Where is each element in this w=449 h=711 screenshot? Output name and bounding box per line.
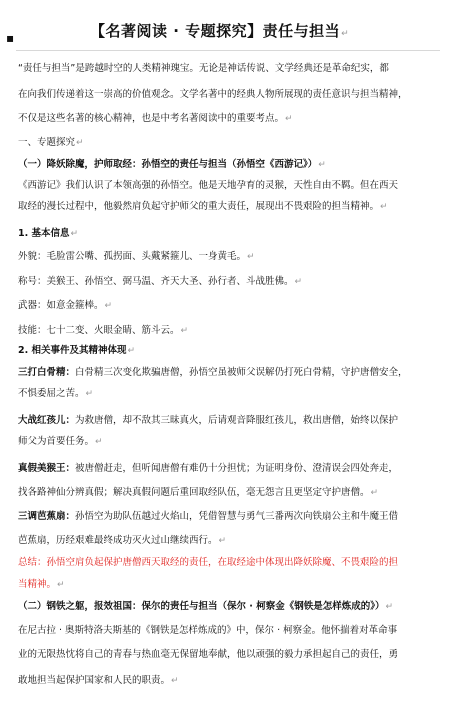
- line-text: 武器：如意金箍棒。: [18, 300, 104, 311]
- page-title-text: 【名著阅读 · 专题探究】责任与担当: [90, 22, 341, 40]
- text-line: [18, 462, 438, 476]
- line-text: 1. 基本信息: [18, 228, 70, 239]
- paragraph-mark-icon: ↵: [318, 160, 326, 170]
- text-line: [18, 486, 438, 500]
- line-text: 技能：七十二变、火眼金睛、筋斗云。: [18, 325, 180, 336]
- line-text: （一）降妖除魔，护师取经：孙悟空的责任与担当（孙悟空《西游记》）: [18, 159, 318, 170]
- text-line: [18, 674, 438, 688]
- line-text: 师父为首要任务。: [18, 436, 95, 447]
- paragraph-mark-icon: ↵: [218, 536, 227, 546]
- section-heading: [18, 158, 438, 172]
- text-line: [18, 299, 438, 313]
- event-title: 三打白骨精：: [18, 367, 76, 378]
- line-text: 在尼古拉 · 奥斯特洛夫斯基的《钢铁是怎样炼成的》中，保尔 · 柯察金。他怀揣着对革命事: [18, 625, 398, 636]
- paragraph-mark-icon: ↵: [294, 277, 303, 287]
- summary-line: [18, 556, 438, 570]
- paragraph-mark-icon: ↵: [57, 580, 65, 590]
- line-text: 2. 相关事件及其精神体现: [18, 345, 127, 356]
- summary-line: [18, 578, 438, 592]
- line-text: 一、专题探究: [18, 137, 76, 148]
- text-line: [18, 387, 438, 401]
- title-divider: [16, 50, 440, 51]
- text-line: [18, 324, 438, 338]
- text-line: [18, 275, 438, 289]
- paragraph-mark-icon: ↵: [341, 29, 350, 39]
- text-line: [18, 179, 438, 193]
- line-text: 不惧委屈之苦。: [18, 388, 85, 399]
- text-line: [18, 136, 438, 150]
- line-text: 外貌：毛脸雷公嘴、孤拐面、头戴紧箍儿、一身黄毛。: [18, 251, 247, 262]
- line-text: 取经的漫长过程中，他毅然肩负起守护师父的重大责任，展现出不畏艰险的担当精神。: [18, 201, 380, 212]
- paragraph-mark-icon: ↵: [380, 202, 388, 212]
- section-heading: [18, 600, 438, 614]
- line-text: （二）钢铁之躯，报效祖国：保尔的责任与担当（保尔 · 柯察金《钢铁是怎样炼成的》）: [18, 601, 385, 612]
- event-text: 为救唐僧，却不敌其三昧真火，后请观音降服红孩儿，救出唐僧，始终以保护: [75, 415, 399, 426]
- paragraph-mark-icon: ↵: [127, 346, 136, 356]
- text-line: [18, 88, 438, 102]
- event-text: 被唐僧赶走，但听闻唐僧有难仍十分担忧；为证明身份、澄清误会四处奔走，: [75, 463, 399, 474]
- text-line: [18, 62, 438, 76]
- paragraph-mark-icon: ↵: [85, 389, 94, 399]
- line-text: 敢地担当起保护国家和人民的职责。: [18, 675, 171, 686]
- paragraph-mark-icon: ↵: [104, 301, 113, 311]
- text-line: [18, 250, 438, 264]
- paragraph-mark-icon: ↵: [70, 229, 79, 239]
- text-line: [18, 648, 438, 662]
- line-text: 芭蕉扇，历经艰难最终成功灭火过山继续西行。: [18, 535, 218, 546]
- event-text: 孙悟空为助队伍越过火焰山，凭借智慧与勇气三番两次向铁扇公主和牛魔王借: [75, 511, 399, 522]
- paragraph-mark-icon: ↵: [180, 326, 189, 336]
- paragraph-mark-icon: ↵: [247, 252, 255, 262]
- text-line: [18, 414, 438, 428]
- paragraph-mark-icon: ↵: [385, 602, 394, 612]
- paragraph-mark-icon: ↵: [285, 114, 293, 124]
- event-text: 白骨精三次变化欺骗唐僧，孙悟空虽被师父误解仍打死白骨精，守护唐僧安全，: [75, 367, 408, 378]
- text-line: [18, 624, 438, 638]
- text-line: [18, 200, 438, 214]
- paragraph-mark-icon: ↵: [76, 138, 84, 148]
- event-title: 真假美猴王：: [18, 463, 76, 474]
- event-title: 大战红孩儿：: [18, 415, 76, 426]
- text-line: [18, 534, 438, 548]
- text-line: [18, 112, 438, 126]
- line-text: 总结：孙悟空肩负起保护唐僧西天取经的责任，在取经途中体现出降妖除魔、不畏艰险的担: [18, 557, 399, 568]
- line-text: “责任与担当”是跨越时空的人类精神瑰宝。无论是神话传说、文学经典还是革命纪实，都: [18, 63, 389, 74]
- line-text: 称号：美猴王、孙悟空、弼马温、齐天大圣、孙行者、斗战胜佛。: [18, 276, 294, 287]
- text-line: [18, 435, 438, 449]
- paragraph-mark-icon: ↵: [171, 676, 179, 686]
- paragraph-mark-icon: ↵: [95, 437, 103, 447]
- text-line: [18, 510, 438, 524]
- paragraph-mark-icon: ↵: [370, 488, 379, 498]
- text-line: [18, 366, 438, 380]
- line-text: 业的无限热忱将自己的青春与热血毫无保留地奉献，他以顽强的毅力承担起自己的责任，勇: [18, 649, 399, 660]
- line-text: 《西游记》我们认识了本领高强的孙悟空。他是天地孕育的灵猴，天性自由不羁。但在西天: [18, 180, 399, 191]
- line-text: 不仅是这些名著的核心精神，也是中考名著阅读中的重要考点。: [18, 113, 285, 124]
- section-heading: [18, 227, 438, 241]
- line-text: 当精神。: [18, 579, 57, 590]
- event-title: 三调芭蕉扇：: [18, 511, 76, 522]
- line-text: 找各路神仙分辨真假；解决真假问题后重回取经队伍，毫无怨言且更坚定守护唐僧。: [18, 487, 370, 498]
- section-heading: [18, 344, 438, 358]
- page-title: [90, 20, 390, 44]
- list-bullet: ▪: [6, 31, 15, 45]
- line-text: 在向我们传递着这一崇高的价值观念。文学名著中的经典人物所展现的责任意识与担当精神，: [18, 89, 408, 100]
